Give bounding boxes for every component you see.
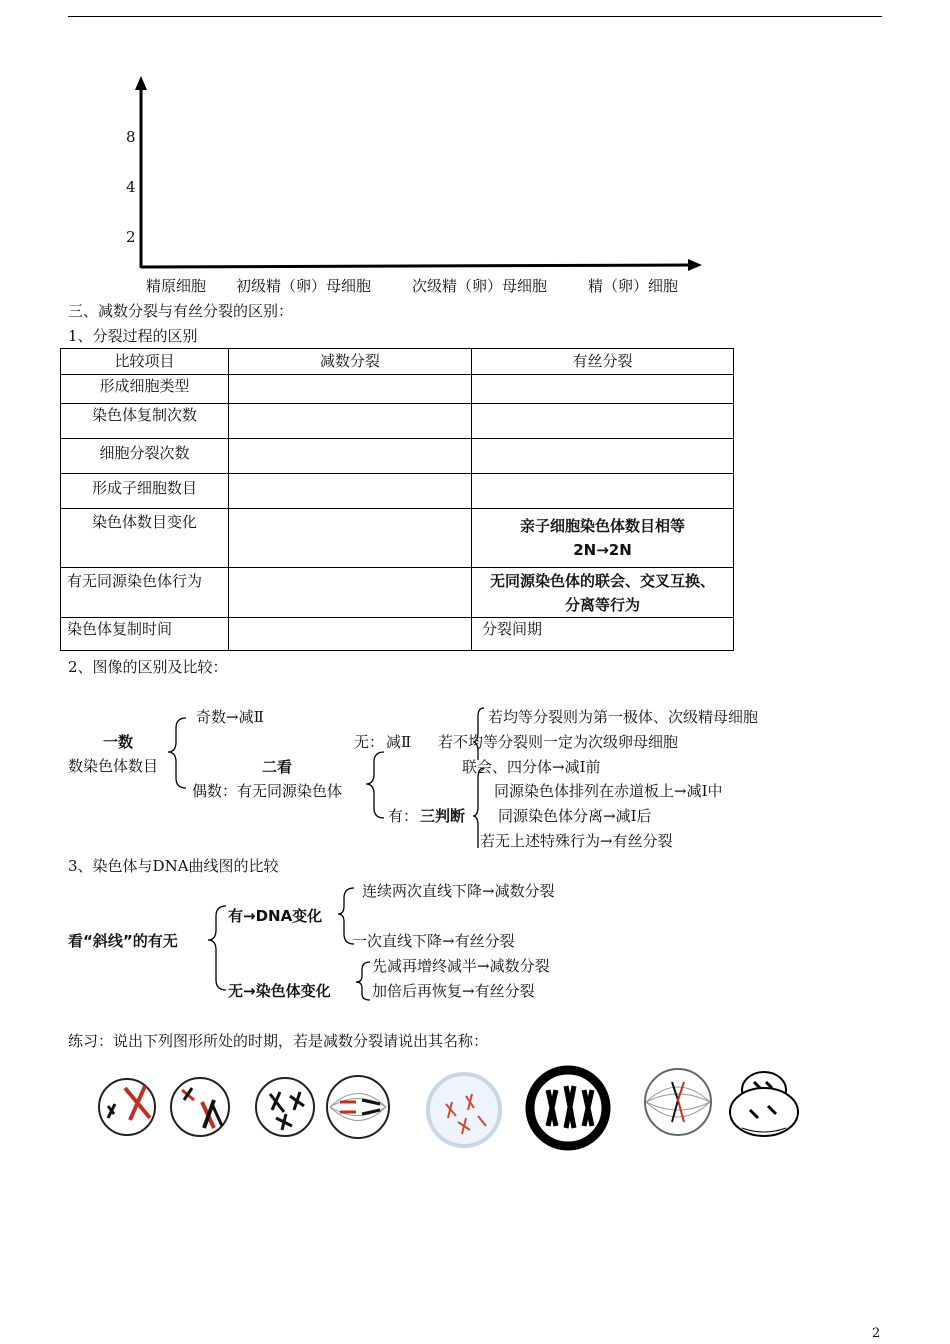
tree2-judge3: 三判断 (420, 807, 466, 825)
row-meiosis (229, 439, 472, 474)
row-mitosis: 分裂间期 (472, 618, 734, 651)
tree2-has-label: 有： (388, 807, 419, 825)
row-mitosis (472, 404, 734, 439)
section3-title: 三、减数分裂与有丝分裂的区别： (68, 302, 294, 320)
tree3-has2: 一次直线下降→有丝分裂 (352, 932, 515, 950)
row-item: 染色体数目变化 (61, 509, 229, 568)
tree2-root: 数染色体数目 (68, 757, 159, 775)
row-mitosis-line2: 分离等行为 (564, 595, 640, 614)
tree2-none-val: 减Ⅱ (386, 733, 412, 751)
row-meiosis (229, 568, 472, 618)
x-label-primary: 初级精（卵）母细胞 (236, 277, 372, 295)
tree2-even: 偶数：有无同源染色体 (192, 782, 343, 800)
x-axis-arrow (688, 259, 702, 271)
row-mitosis (472, 375, 734, 404)
sub3-title: 3、染色体与DNA曲线图的比较 (68, 857, 279, 875)
row-meiosis (229, 474, 472, 509)
tree3-root: 看“斜线”的有无 (68, 932, 178, 950)
row-meiosis (229, 375, 472, 404)
table-row (61, 509, 734, 568)
y-tick-8: 8 (126, 128, 136, 146)
row-mitosis (472, 568, 734, 618)
brace-tree3-no (356, 962, 370, 1000)
cell-image-1 (99, 1079, 155, 1135)
row-mitosis-line1: 无同源染色体的联会、交叉互换、 (489, 571, 715, 590)
brace-even (366, 752, 384, 818)
x-label-secondary: 次级精（卵）母细胞 (412, 277, 548, 295)
header-mitosis: 有丝分裂 (472, 349, 734, 375)
cell-image-5 (428, 1074, 500, 1146)
table-row (61, 474, 734, 509)
row-item: 细胞分裂次数 (61, 439, 229, 474)
cell-image-2 (171, 1078, 229, 1136)
tree2-unequal: 若不均等分裂则一定为次级卵母细胞 (438, 733, 679, 751)
x-label-gamete: 精（卵）细胞 (588, 277, 679, 295)
row-item: 形成子细胞数目 (61, 474, 229, 509)
tree2-separate: 同源染色体分离→减Ⅰ后 (498, 807, 652, 825)
sub1-title: 1、分裂过程的区别 (68, 327, 198, 345)
cell-image-7 (645, 1069, 711, 1135)
y-tick-4: 4 (126, 178, 136, 196)
sub2-title: 2、图像的区别及比较： (68, 658, 228, 676)
row-item: 形成细胞类型 (61, 375, 229, 404)
row-item: 染色体复制次数 (61, 404, 229, 439)
y-axis-arrow (135, 76, 147, 90)
tree3-has: 有→DNA变化 (228, 907, 323, 925)
cell-image-4 (327, 1076, 389, 1138)
table-row (61, 439, 734, 474)
x-label-spermatogonium: 精原细胞 (146, 277, 207, 295)
tree2-root-bold: 一数 (103, 733, 134, 751)
table-row (61, 568, 734, 618)
row-meiosis (229, 509, 472, 568)
header-item: 比较项目 (61, 349, 229, 375)
row-mitosis (472, 474, 734, 509)
row-mitosis-line1: 亲子细胞染色体数目相等 (519, 517, 685, 535)
row-item: 染色体复制时间 (61, 618, 229, 651)
table-row (61, 375, 734, 404)
exercise-prompt: 练习：说出下列图形所处的时期，若是减数分裂请说出其名称： (68, 1032, 489, 1050)
tree2-otherwise: 若无上述特殊行为→有丝分裂 (480, 832, 673, 850)
table-row (61, 404, 734, 439)
header-meiosis: 减数分裂 (229, 349, 472, 375)
row-mitosis (472, 439, 734, 474)
row-meiosis (229, 618, 472, 651)
brace-tree3-root (208, 906, 226, 990)
tree2-equal: 若均等分裂则为第一极体、次级精母细胞 (488, 708, 759, 726)
tree2-none-label: 无： (354, 733, 385, 751)
cell-image-3 (256, 1078, 314, 1136)
tree2-odd: 奇数→减Ⅱ (196, 708, 264, 726)
row-mitosis (472, 509, 734, 568)
table-header-row (61, 349, 734, 375)
x-axis (141, 265, 692, 267)
tree3-no1: 先减再增终减半→减数分裂 (372, 957, 550, 975)
tree3-has1: 连续两次直线下降→减数分裂 (362, 882, 555, 900)
tree2-look2: 二看 (262, 758, 293, 776)
y-tick-2: 2 (126, 228, 136, 246)
row-meiosis (229, 404, 472, 439)
table-row (61, 618, 734, 651)
tree3-no: 无→染色体变化 (228, 982, 331, 1000)
tree3-no2: 加倍后再恢复→有丝分裂 (372, 982, 535, 1000)
comparison-table (60, 348, 734, 651)
row-item: 有无同源染色体行为 (61, 568, 229, 618)
brace-root (168, 718, 186, 788)
tree2-equator: 同源染色体排列在赤道板上→减Ⅰ中 (494, 782, 723, 800)
tree2-syn: 联会、四分体→减Ⅰ前 (462, 758, 601, 776)
cell-image-8 (730, 1072, 798, 1136)
page-number: 2 (872, 1326, 881, 1341)
row-mitosis-line2: 2N→2N (573, 541, 632, 559)
cell-image-6 (530, 1070, 606, 1146)
